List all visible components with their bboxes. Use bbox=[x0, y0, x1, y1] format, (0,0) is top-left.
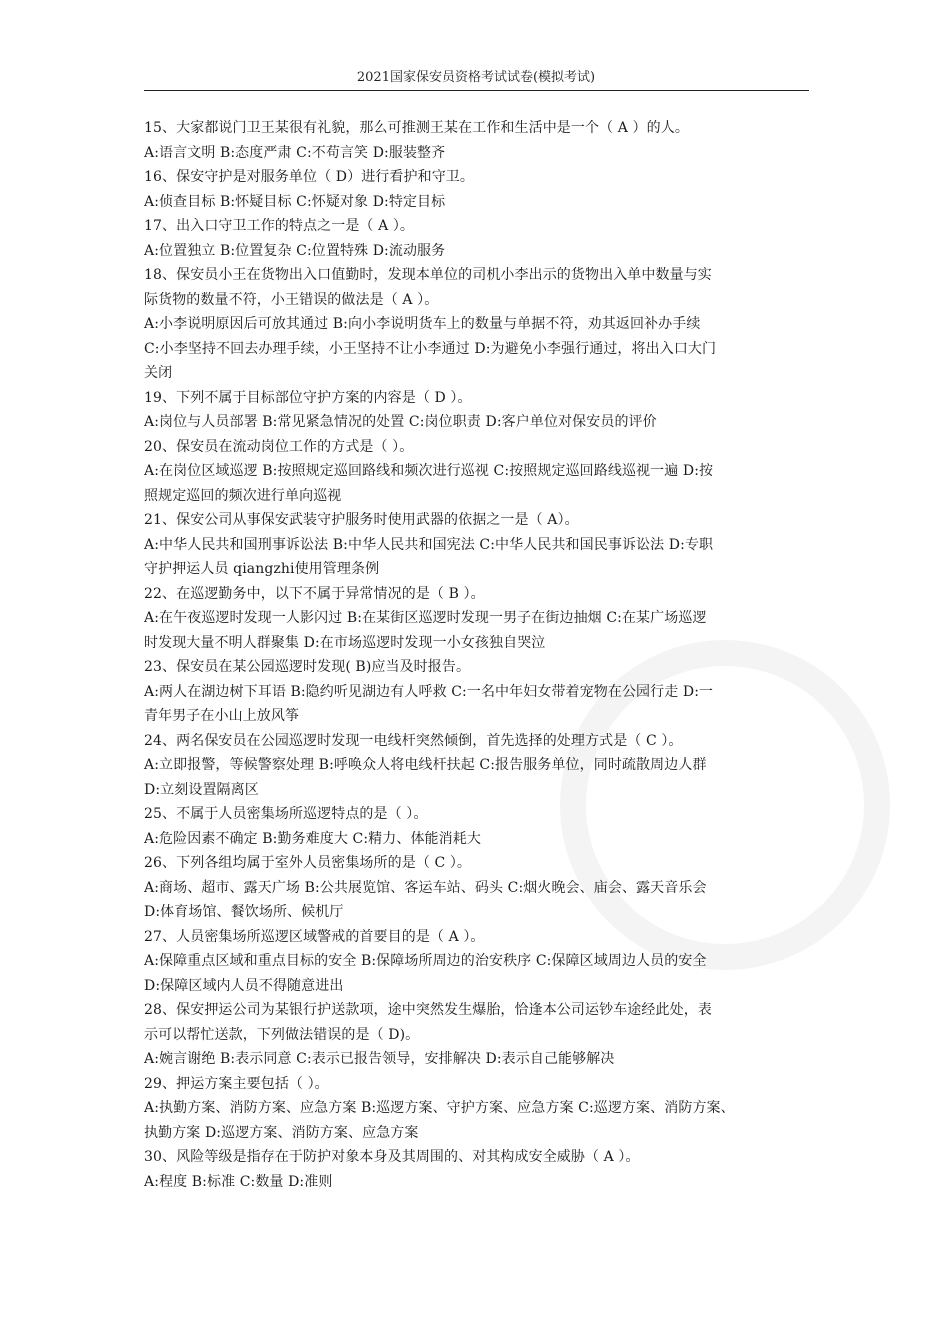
exam-question-list bbox=[144, 116, 812, 1194]
answer-options-line: A:保障重点区域和重点目标的安全 B:保障场所周边的治安秩序 C:保障区域周边人员的安全 bbox=[144, 953, 707, 969]
answer-options-line: D:体育场馆、餐饮场所、候机厅 bbox=[144, 904, 344, 920]
question-text-line: 19、下列不属于目标部位守护方案的内容是（ D ）。 bbox=[144, 389, 472, 406]
answer-options-line: A:危险因素不确定 B:勤务难度大 C:精力、体能消耗大 bbox=[144, 830, 481, 847]
answer-options-line: A:岗位与人员部署 B:常见紧急情况的处置 C:岗位职责 D:客户单位对保安员的评价 bbox=[144, 414, 657, 430]
answer-options-line: A:中华人民共和国刑事诉讼法 B:中华人民共和国宪法 C:中华人民共和国民事诉讼法 D:专职 bbox=[144, 536, 714, 553]
answer-options-line: A:在午夜巡逻时发现一人影闪过 B:在某街区巡逻时发现一男子在街边抽烟 C:在某广场巡逻 bbox=[144, 610, 707, 626]
answer-options-line: 照规定巡回的频次进行单向巡视 bbox=[144, 487, 342, 504]
answer-options-line: A:小李说明原因后可放其通过 B:向小李说明货车上的数量与单据不符，劝其返回补办手续 bbox=[144, 316, 701, 332]
question-text-line: 际货物的数量不符，小王错误的做法是（ A ）。 bbox=[144, 291, 439, 308]
answer-options-line: 守护押运人员 qiangzhi使用管理条例 bbox=[144, 561, 380, 577]
answer-options-line: A:侦查目标 B:怀疑目标 C:怀疑对象 D:特定目标 bbox=[144, 193, 446, 210]
answer-options-line: A:商场、超市、露天广场 B:公共展览馆、客运车站、码头 C:烟火晚会、庙会、露天音乐会 bbox=[144, 879, 707, 896]
answer-options-line: A:位置独立 B:位置复杂 C:位置特殊 D:流动服务 bbox=[144, 242, 446, 259]
answer-options-line: 执勤方案 D:巡逻方案、消防方案、应急方案 bbox=[144, 1124, 419, 1141]
question-text-line: 20、保安员在流动岗位工作的方式是（ ）。 bbox=[144, 438, 414, 455]
question-text-line: 示可以帮忙送款，下列做法错误的是（ D)。 bbox=[144, 1026, 420, 1043]
question-text-line: 28、保安押运公司为某银行护送款项，途中突然发生爆胎，恰逢本公司运钞车途经此处，表 bbox=[144, 1002, 712, 1018]
answer-options-line: A:程度 B:标准 C:数量 D:准则 bbox=[144, 1173, 333, 1190]
answer-options-line: A:立即报警，等候警察处理 B:呼唤众人将电线杆扶起 C:报告服务单位，同时疏散周边人群 bbox=[144, 757, 707, 773]
question-text-line: 25、不属于人员密集场所巡逻特点的是（ ）。 bbox=[144, 806, 428, 822]
question-text-line: 21、保安公司从事保安武装守护服务时使用武器的依据之一是（ A）。 bbox=[144, 512, 579, 528]
answer-options-line: D:立刻设置隔离区 bbox=[144, 781, 259, 798]
question-text-line: 18、保安员小王在货物出入口值勤时，发现本单位的司机小李出示的货物出入单中数量与实 bbox=[144, 267, 712, 283]
answer-options-line: D:保障区域内人员不得随意进出 bbox=[144, 977, 344, 994]
question-text-line: 17、出入口守卫工作的特点之一是（ A ）。 bbox=[144, 218, 415, 234]
answer-options-line: C:小李坚持不回去办理手续，小王坚持不让小李通过 D:为避免小李强行通过，将出入口大门 bbox=[144, 340, 717, 357]
question-text-line: 22、在巡逻勤务中，以下不属于异常情况的是（ B ）。 bbox=[144, 585, 485, 602]
question-text-line: 30、风险等级是指存在于防护对象本身及其周围的、对其构成安全威胁（ A ）。 bbox=[144, 1149, 640, 1165]
answer-options-line: A:执勤方案、消防方案、应急方案 B:巡逻方案、守护方案、应急方案 C:巡逻方案、消防方案、 bbox=[144, 1100, 735, 1116]
answer-options-line: A:在岗位区域巡逻 B:按照规定巡回路线和频次进行巡视 C:按照规定巡回路线巡视一遍 D:按 bbox=[144, 463, 714, 479]
question-text-line: 23、保安员在某公园巡逻时发现( B)应当及时报告。 bbox=[144, 659, 471, 675]
question-text-line: 27、人员密集场所巡逻区域警戒的首要目的是（ A ）。 bbox=[144, 928, 485, 945]
question-text-line: 24、两名保安员在公园巡逻时发现一电线杆突然倾倒，首先选择的处理方式是（ C ）。 bbox=[144, 732, 683, 749]
answer-options-line: 青年男子在小山上放风筝 bbox=[144, 708, 300, 724]
question-text-line: 15、大家都说门卫王某很有礼貌，那么可推测王某在工作和生活中是一个（ A ）的人。 bbox=[144, 120, 689, 136]
question-text-line: 26、下列各组均属于室外人员密集场所的是（ C ）。 bbox=[144, 855, 472, 871]
answer-options-line: A:两人在湖边树下耳语 B:隐约听见湖边有人呼救 C:一名中年妇女带着宠物在公园行走 D:一 bbox=[144, 683, 714, 700]
page-header-title: 2021国家保安员资格考试试卷(模拟考试) bbox=[356, 70, 596, 85]
answer-options-line: 时发现大量不明人群聚集 D:在市场巡逻时发现一小女孩独自哭泣 bbox=[144, 634, 546, 651]
question-text-line: 29、押运方案主要包括（ ）。 bbox=[144, 1075, 329, 1092]
answer-options-line: A:婉言谢绝 B:表示同意 C:表示已报告领导，安排解决 D:表示自己能够解决 bbox=[144, 1051, 615, 1067]
header-divider bbox=[144, 90, 809, 91]
answer-options-line: A:语言文明 B:态度严肃 C:不苟言笑 D:服装整齐 bbox=[144, 144, 446, 161]
answer-options-line: 关闭 bbox=[144, 365, 173, 381]
question-text-line: 16、保安守护是对服务单位（ D）进行看护和守卫。 bbox=[144, 169, 474, 185]
